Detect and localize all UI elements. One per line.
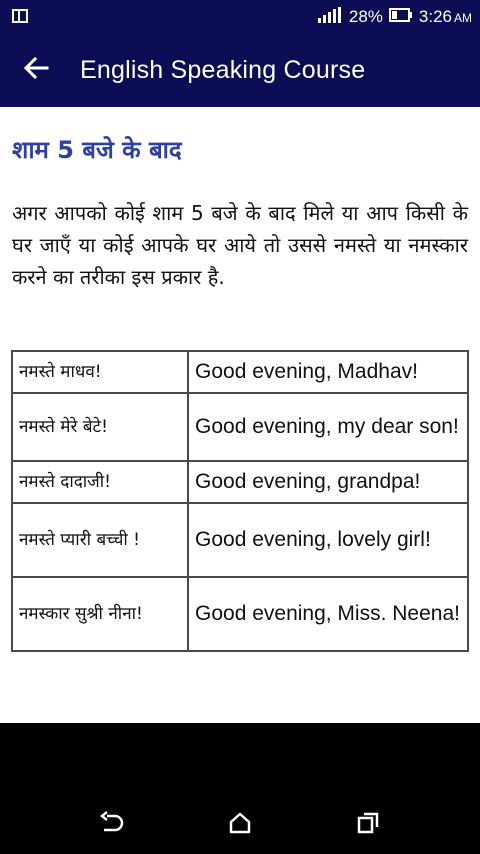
lesson-heading: शाम 5 बजे के बाद — [12, 136, 182, 164]
hindi-phrase: नमस्ते दादाजी! — [12, 461, 188, 503]
app-title: English Speaking Course — [80, 56, 366, 84]
recents-nav-button[interactable] — [344, 803, 392, 847]
status-right — [317, 0, 472, 34]
navigation-bar — [0, 723, 480, 854]
phrase-table — [11, 350, 469, 652]
table-row — [12, 393, 468, 461]
hindi-phrase: नमस्ते माधव! — [12, 351, 188, 393]
battery-percent: 28% — [348, 7, 383, 26]
battery-icon — [389, 7, 413, 27]
hindi-phrase: नमस्ते प्यारी बच्ची ! — [12, 503, 188, 577]
arrow-left-icon — [23, 57, 49, 83]
english-phrase: Good evening, Madhav! — [188, 351, 468, 393]
english-phrase: Good evening, my dear son! — [188, 393, 468, 461]
status-bar — [0, 0, 480, 34]
table-row — [12, 461, 468, 503]
clock-time: 3:26 — [418, 7, 452, 26]
lesson-paragraph: अगर आपको कोई शाम 5 बजे के बाद मिले या आप किसी के घर जाएँ या कोई आपके घर आये तो उससे नमस्ते या नमस्कार करने का तरीका इस प्रकार है. — [12, 201, 468, 289]
home-icon — [228, 811, 252, 839]
back-nav-button[interactable] — [88, 803, 136, 847]
signal-icon — [317, 7, 343, 28]
recents-icon — [356, 811, 380, 839]
table-row — [12, 503, 468, 577]
english-phrase: Good evening, lovely girl! — [188, 503, 468, 577]
clock-ampm: AM — [454, 11, 472, 25]
english-phrase: Good evening, grandpa! — [188, 461, 468, 503]
back-nav-icon — [98, 811, 126, 839]
lesson-content[interactable] — [0, 107, 480, 723]
english-phrase: Good evening, Miss. Neena! — [188, 577, 468, 651]
screen-icon — [12, 8, 30, 24]
hindi-phrase: नमस्कार सुश्री नीना! — [12, 577, 188, 651]
home-nav-button[interactable] — [216, 803, 264, 847]
hindi-phrase: नमस्ते मेरे बेटे! — [12, 393, 188, 461]
clock — [419, 7, 472, 27]
back-button[interactable] — [14, 50, 58, 90]
table-row — [12, 577, 468, 651]
table-row — [12, 351, 468, 393]
app-bar — [0, 34, 480, 107]
